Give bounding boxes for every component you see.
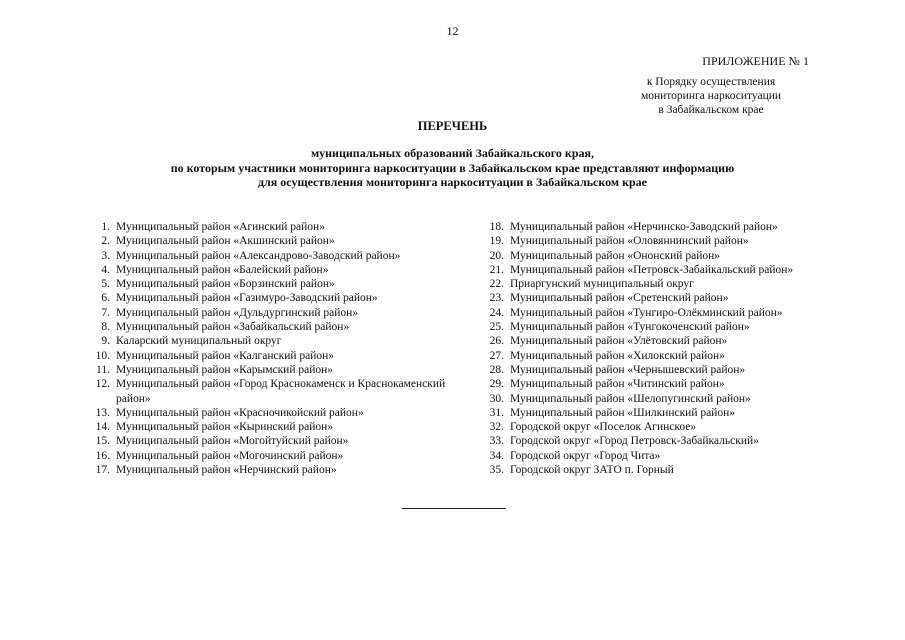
list-item-text: Муниципальный район «Нерчинско-Заводский район» [510, 221, 778, 233]
page-number: 12 [446, 24, 459, 38]
list-item-number: 11. [96, 363, 110, 376]
list-item [474, 377, 854, 391]
list-item [80, 363, 460, 377]
list-item [474, 306, 854, 320]
list-item [474, 249, 854, 263]
list-item-number: 15. [95, 435, 110, 448]
list-item-text: Муниципальный район «Могойтуйский район» [116, 435, 349, 448]
list-item [80, 377, 460, 406]
list-item [80, 420, 460, 434]
list-item-number: 1. [101, 221, 110, 233]
list-item-number: 32. [489, 421, 504, 434]
list-item-text: Муниципальный район «Балейский район» [116, 263, 329, 276]
list-item [80, 434, 460, 448]
list-item-text: Городской округ «Город Чита» [510, 449, 661, 462]
appendix-title: ПРИЛОЖЕНИЕ № 1 [702, 54, 809, 68]
list-item [474, 392, 854, 406]
list-item [80, 249, 460, 263]
list-item-text: Муниципальный район «Сретенский район» [510, 292, 729, 305]
list-item [80, 220, 460, 234]
list-item-text: Муниципальный район «Дульдургинский район» [116, 306, 359, 319]
list-item-text: Муниципальный район «Ононский район» [510, 249, 720, 262]
list-item-text: Городской округ ЗАТО п. Горный [510, 464, 674, 477]
list-item [80, 291, 460, 305]
document-subtitle [0, 146, 905, 190]
list-item-number: 31. [489, 406, 504, 419]
list-item-number: 25. [489, 321, 504, 334]
list-item-number: 34. [489, 449, 504, 462]
list-item [474, 263, 854, 277]
list-item-text: Муниципальный район «Город Краснокаменск и Краснокаменский район» [116, 378, 446, 405]
list-item [80, 463, 460, 477]
list-item-text: Муниципальный район «Петровск-Забайкальский район» [510, 263, 794, 276]
list-item-text: Муниципальный район «Тунгокоченский район» [510, 321, 750, 334]
list-item [474, 363, 854, 377]
list-item-text: Муниципальный район «Нерчинский район» [116, 464, 337, 477]
list-item-number: 3. [101, 249, 110, 262]
list-item-number: 2. [101, 235, 110, 248]
list-item-text: Приаргунский муниципальный округ [510, 278, 694, 291]
list-item-text: Муниципальный район «Улётовский район» [510, 335, 728, 348]
list-item-text: Муниципальный район «Хилокский район» [510, 349, 725, 362]
list-item [80, 263, 460, 277]
list-item-number: 6. [101, 292, 110, 305]
list-item-number: 29. [489, 378, 504, 391]
list-item-number: 10. [95, 349, 110, 362]
municipality-list-right [474, 220, 854, 477]
list-item [80, 320, 460, 334]
list-item-number: 24. [489, 306, 504, 319]
list-item [80, 449, 460, 463]
list-item-text: Муниципальный район «Забайкальский район» [116, 321, 350, 334]
list-item-number: 20. [489, 249, 504, 262]
list-item-text: Муниципальный район «Шилкинский район» [510, 406, 736, 419]
list-item-number: 4. [101, 263, 110, 276]
list-item-number: 21. [489, 263, 504, 276]
list-item [474, 406, 854, 420]
list-item-text: Муниципальный район «Калганский район» [116, 349, 335, 362]
list-item-number: 7. [101, 306, 110, 319]
list-item-number: 12. [95, 378, 110, 391]
list-item [474, 320, 854, 334]
list-item-number: 5. [101, 278, 110, 291]
list-item [80, 234, 460, 248]
appendix-note [611, 75, 811, 117]
list-item [80, 277, 460, 291]
list-item-number: 27. [489, 349, 504, 362]
list-item [474, 291, 854, 305]
list-item [474, 463, 854, 477]
list-item-number: 33. [489, 435, 504, 448]
list-item-number: 18. [489, 221, 504, 233]
list-item [474, 220, 854, 234]
list-item [80, 306, 460, 320]
list-item-number: 35. [489, 464, 504, 477]
list-item-number: 13. [95, 406, 110, 419]
list-item-number: 14. [95, 421, 110, 434]
list-item-text: Муниципальный район «Агинский район» [116, 221, 325, 233]
list-item [80, 334, 460, 348]
list-item-text: Каларский муниципальный округ [116, 335, 282, 348]
list-item-number: 17. [95, 464, 110, 477]
appendix-note-line: к Порядку осуществления [646, 76, 776, 88]
subtitle-line: для осуществления мониторинга наркоситуации в Забайкальском крае [257, 175, 647, 189]
list-item [474, 277, 854, 291]
list-item-number: 8. [101, 321, 110, 334]
list-item [474, 434, 854, 448]
appendix-note-line: мониторинга наркоситуации [640, 90, 782, 102]
list-item-number: 9. [101, 335, 110, 348]
list-item-text: Муниципальный район «Газимуро-Заводский район» [116, 292, 378, 305]
list-item-text: Муниципальный район «Чернышевский район» [510, 363, 746, 376]
list-item [80, 406, 460, 420]
list-item [474, 349, 854, 363]
list-item-text: Муниципальный район «Тунгиро-Олёкминский район» [510, 306, 783, 319]
municipality-list-left [80, 220, 460, 477]
list-item [474, 449, 854, 463]
list-item-text: Муниципальный район «Оловяннинский район» [510, 235, 749, 248]
list-item-text: Муниципальный район «Карымский район» [116, 363, 334, 376]
end-divider [402, 508, 506, 509]
list-item [474, 234, 854, 248]
list-item-number: 19. [489, 235, 504, 248]
list-item-number: 16. [95, 449, 110, 462]
list-item-text: Муниципальный район «Борзинский район» [116, 278, 335, 291]
list-item-text: Городской округ «Город Петровск-Забайкальский» [510, 435, 759, 448]
list-item-number: 23. [489, 292, 504, 305]
appendix-note-line: в Забайкальском крае [658, 104, 764, 116]
list-item-text: Муниципальный район «Шелопугинский район» [510, 392, 751, 405]
list-item-number: 28. [489, 363, 504, 376]
list-item [80, 349, 460, 363]
list-item-text: Городской округ «Поселок Агинское» [510, 421, 697, 434]
list-item-number: 30. [489, 392, 504, 405]
list-item [474, 334, 854, 348]
list-item-text: Муниципальный район «Красночикойский район» [116, 406, 364, 419]
list-item-text: Муниципальный район «Акшинский район» [116, 235, 335, 248]
list-item-number: 26. [489, 335, 504, 348]
document-title: ПЕРЕЧЕНЬ [417, 119, 488, 133]
list-item-text: Муниципальный район «Могочинский район» [116, 449, 344, 462]
list-item [474, 420, 854, 434]
list-item-text: Муниципальный район «Александрово-Заводский район» [116, 249, 401, 262]
subtitle-line: муниципальных образований Забайкальского края, [310, 146, 595, 160]
list-item-text: Муниципальный район «Читинский район» [510, 378, 725, 391]
subtitle-line: по которым участники мониторинга наркоситуации в Забайкальском крае представляют информацию [170, 160, 735, 175]
list-item-text: Муниципальный район «Кыринский район» [116, 421, 334, 434]
list-item-number: 22. [489, 278, 504, 291]
